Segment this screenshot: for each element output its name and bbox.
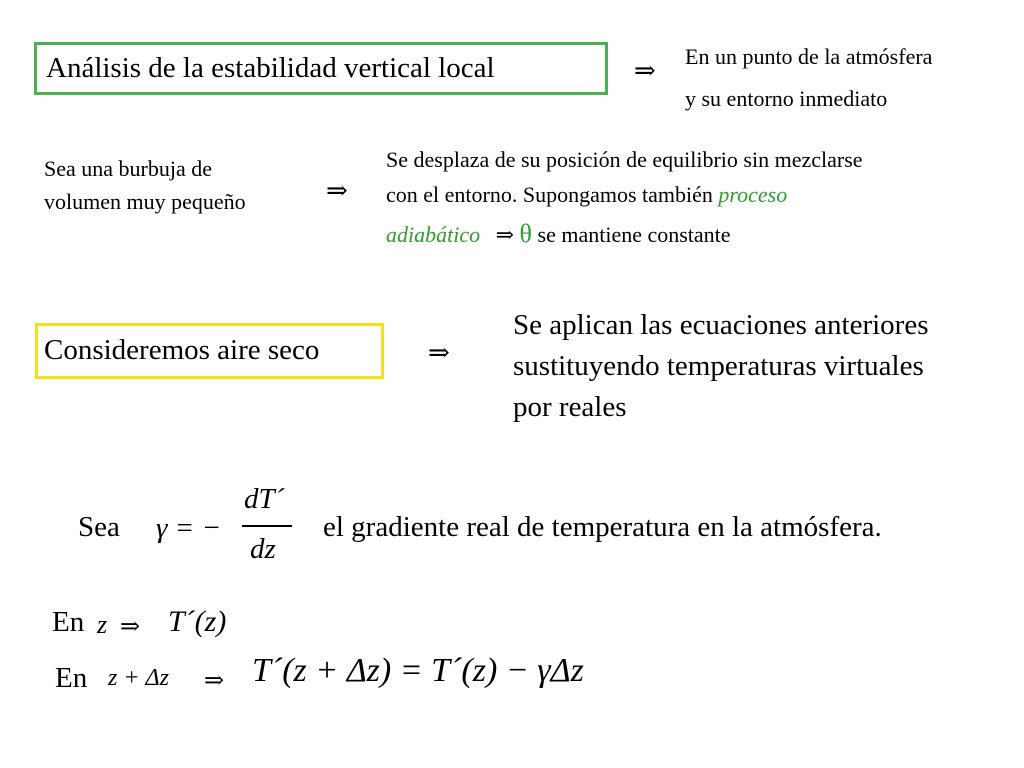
implies-arrow-icon: ⇒ <box>634 56 656 86</box>
theta-symbol: θ <box>519 219 533 248</box>
fraction-denominator: dz <box>250 533 276 565</box>
bubble-line-2: volumen muy pequeño <box>44 189 246 214</box>
implies-arrow-icon: ⇒ <box>204 666 225 694</box>
temp-expansion-equation: T´(z + Δz) = T´(z) − γΔz <box>252 652 584 689</box>
displacement-line-1: Se desplaza de su posición de equilibrio sin mezclarse <box>386 147 863 172</box>
dry-air-text: Consideremos aire seco <box>44 334 320 366</box>
gamma-lhs: γ = − <box>156 512 222 544</box>
gradient-description: el gradiente real de temperatura en la atmósfera. <box>323 511 882 543</box>
temp-at-z: T´(z) <box>168 605 227 638</box>
z-variable: z <box>97 610 108 639</box>
adiabatic-process-term: proceso <box>718 182 788 207</box>
note-line-1: En un punto de la atmósfera <box>685 44 933 69</box>
sea-label: Sea <box>78 511 120 543</box>
bubble-line-1: Sea una burbuja de <box>44 156 212 181</box>
fraction-numerator: dT´ <box>244 483 285 515</box>
equations-line-2: sustituyendo temperaturas virtuales <box>513 350 924 382</box>
equations-line-1: Se aplican las ecuaciones anteriores <box>513 309 929 341</box>
note-line-2: y su entorno inmediato <box>685 86 888 111</box>
implies-arrow-icon: ⇒ <box>120 612 141 640</box>
en-label-1: En <box>52 606 85 638</box>
fraction-bar <box>242 525 292 527</box>
implies-arrow-icon: ⇒ <box>495 223 515 248</box>
equations-line-3: por reales <box>513 391 627 423</box>
adiabatic-term: adiabático <box>386 222 481 247</box>
title-text: Análisis de la estabilidad vertical local <box>46 52 495 84</box>
displacement-line-2-text: con el entorno. Supongamos también <box>386 182 713 207</box>
implies-arrow-icon: ⇒ <box>326 176 348 206</box>
z-plus-delta: z + Δz <box>108 665 169 691</box>
displacement-line-2 <box>386 182 787 208</box>
constant-text: se mantiene constante <box>537 222 731 247</box>
implies-arrow-icon: ⇒ <box>428 338 450 368</box>
en-label-2: En <box>55 662 88 694</box>
displacement-line-3 <box>386 219 731 249</box>
